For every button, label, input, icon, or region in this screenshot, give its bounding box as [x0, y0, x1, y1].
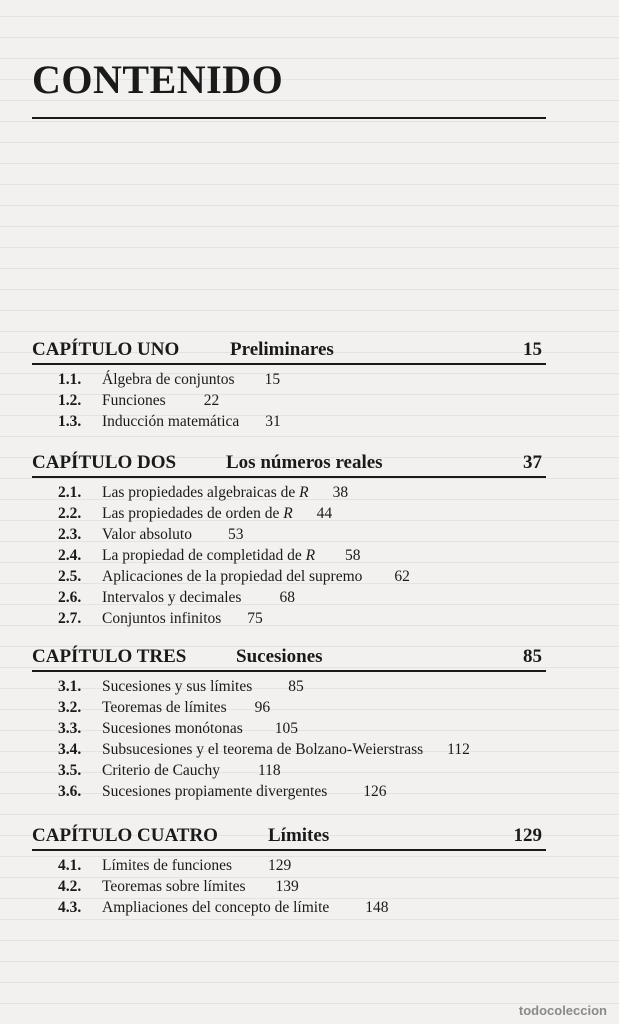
- section-page: 129: [268, 856, 292, 874]
- section-number: 1.3.: [58, 412, 82, 430]
- section-row: [32, 545, 546, 566]
- section-list: [32, 676, 546, 802]
- chapter-label: CAPÍTULO DOS: [32, 452, 177, 473]
- section-row: [32, 482, 546, 503]
- section-row: [32, 587, 546, 608]
- section-title: Las propiedades algebraicas de: [102, 483, 296, 501]
- section-title: Inducción matemática: [102, 412, 240, 430]
- section-page: 75: [247, 609, 263, 627]
- chapter-rule: [32, 476, 546, 478]
- section-page: 118: [257, 761, 281, 779]
- section-number: 4.2.: [58, 877, 82, 895]
- section-title: Teoremas de límites: [102, 698, 227, 716]
- section-list: [32, 369, 546, 432]
- section-row: [32, 390, 546, 411]
- chapter-block: [32, 451, 546, 629]
- section-number: 4.1.: [58, 856, 82, 874]
- section-page: 148: [365, 898, 389, 916]
- title-rule: [32, 117, 546, 119]
- section-page: 96: [254, 698, 271, 716]
- section-number: 3.5.: [58, 761, 82, 779]
- set-symbol-r: R: [299, 483, 309, 501]
- section-page: 85: [288, 677, 304, 695]
- chapter-name: Sucesiones: [236, 646, 323, 667]
- section-page: 58: [345, 546, 361, 564]
- chapter-name: Preliminares: [230, 339, 334, 360]
- chapter-block: [32, 645, 546, 802]
- chapter-label: CAPÍTULO TRES: [32, 646, 187, 667]
- section-number: 3.1.: [58, 677, 82, 695]
- section-page: 15: [264, 370, 281, 388]
- chapter-label: CAPÍTULO CUATRO: [32, 825, 218, 846]
- watermark: todocoleccion: [518, 1003, 607, 1018]
- chapter-heading: [32, 338, 546, 362]
- section-title: Sucesiones y sus límites: [102, 677, 253, 695]
- section-page: 112: [447, 740, 470, 758]
- section-page: 126: [363, 782, 387, 800]
- chapter-label: CAPÍTULO UNO: [32, 339, 180, 360]
- chapter-page: 85: [523, 646, 542, 667]
- section-row: [32, 503, 546, 524]
- section-row: [32, 855, 546, 876]
- section-row: [32, 524, 546, 545]
- section-row: [32, 781, 546, 802]
- section-page: 22: [203, 391, 220, 409]
- section-row: [32, 676, 546, 697]
- section-title: Sucesiones propiamente divergentes: [102, 782, 328, 800]
- section-row: [32, 411, 546, 432]
- chapter-heading: [32, 645, 546, 669]
- section-row: [32, 876, 546, 897]
- chapter-block: [32, 338, 546, 432]
- section-title: Criterio de Cauchy: [102, 761, 220, 779]
- section-title: Funciones: [102, 391, 166, 409]
- chapter-block: [32, 824, 546, 918]
- section-title: Límites de funciones: [102, 856, 232, 874]
- section-row: [32, 760, 546, 781]
- section-number: 4.3.: [58, 898, 82, 916]
- section-page: 53: [227, 525, 244, 543]
- section-title: Conjuntos infinitos: [102, 609, 222, 627]
- section-title: Sucesiones monótonas: [102, 719, 243, 737]
- section-page: 139: [275, 877, 299, 895]
- section-list: [32, 482, 546, 629]
- section-page: 68: [279, 588, 295, 606]
- section-row: [32, 897, 546, 918]
- section-title: Ampliaciones del concepto de límite: [102, 898, 330, 916]
- section-number: 3.3.: [58, 719, 82, 737]
- section-page: 44: [316, 504, 333, 522]
- section-number: 2.4.: [58, 546, 82, 564]
- set-symbol-r: R: [305, 546, 316, 564]
- section-page: 38: [332, 483, 349, 501]
- section-number: 1.2.: [58, 391, 82, 409]
- chapter-page: 15: [523, 339, 542, 360]
- section-row: [32, 697, 546, 718]
- section-title: Las propiedades de orden de: [102, 504, 280, 522]
- section-list: [32, 855, 546, 918]
- section-number: 2.3.: [58, 525, 82, 543]
- chapter-page: 37: [523, 452, 542, 473]
- section-row: [32, 718, 546, 739]
- page-title: CONTENIDO: [32, 57, 284, 102]
- chapter-page: 129: [513, 825, 542, 846]
- section-title: Álgebra de conjuntos: [102, 370, 235, 388]
- section-number: 2.2.: [58, 504, 82, 522]
- chapter-name: Límites: [268, 825, 330, 846]
- chapter-rule: [32, 670, 546, 672]
- section-title: Valor absoluto: [102, 525, 192, 543]
- section-title: Teoremas sobre límites: [102, 877, 246, 895]
- section-title: Aplicaciones de la propiedad del supremo: [102, 567, 363, 585]
- chapter-rule: [32, 849, 546, 851]
- section-row: [32, 566, 546, 587]
- section-row: [32, 739, 546, 760]
- section-number: 2.6.: [58, 588, 82, 606]
- section-page: 31: [265, 412, 281, 430]
- section-number: 2.5.: [58, 567, 82, 585]
- section-number: 1.1.: [58, 370, 82, 388]
- section-title: Subsucesiones y el teorema de Bolzano-Weierstrass: [102, 740, 424, 758]
- chapter-heading: [32, 451, 546, 475]
- section-row: [32, 608, 546, 629]
- section-page: 105: [274, 719, 299, 737]
- set-symbol-r: R: [283, 504, 293, 522]
- section-number: 3.4.: [58, 740, 82, 758]
- section-number: 2.7.: [58, 609, 82, 627]
- section-page: 62: [394, 567, 410, 585]
- section-number: 2.1.: [58, 483, 82, 501]
- chapter-rule: [32, 363, 546, 365]
- section-title: La propiedad de completidad de: [102, 546, 302, 564]
- section-number: 3.2.: [58, 698, 82, 716]
- chapter-name: Los números reales: [226, 452, 383, 473]
- section-title: Intervalos y decimales: [102, 588, 242, 606]
- section-row: [32, 369, 546, 390]
- chapter-heading: [32, 824, 546, 848]
- section-number: 3.6.: [58, 782, 82, 800]
